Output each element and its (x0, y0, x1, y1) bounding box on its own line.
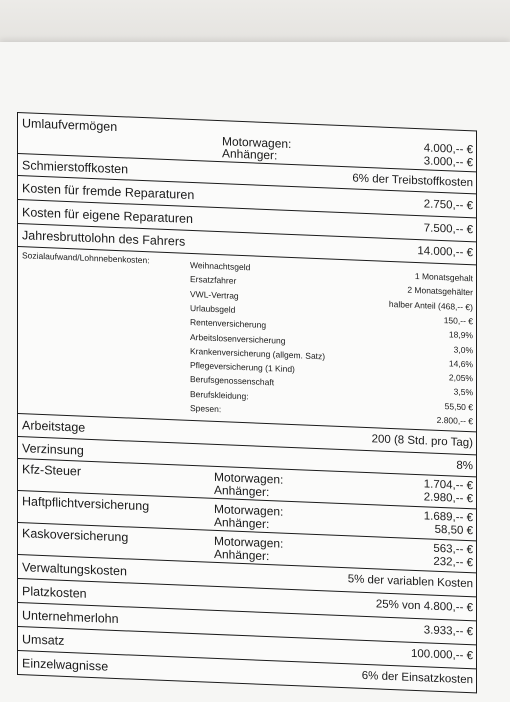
social-cost-item-name: Urlaubsgeld (190, 302, 236, 315)
row-label: Unternehmerlohn (22, 608, 119, 627)
row-value: 2.750,-- € (423, 198, 473, 213)
social-cost-item-value: halber Anteil (468,-- €) (388, 298, 473, 312)
row-sublabel: Motorwagen: (214, 501, 284, 519)
social-cost-item-name: Pflegeversicherung (1 Kind) (190, 360, 295, 375)
social-cost-item-name: Berufskleidung: (190, 388, 249, 401)
social-cost-item-name: Rentenversicherung (190, 317, 267, 331)
row-sublabel: Anhänger: (214, 482, 270, 500)
row-value: 3.000,-- € (423, 155, 473, 170)
row-value: 5% der variablen Kosten (347, 573, 473, 591)
row-label: Haftpflichtversicherung (22, 494, 150, 514)
document-page (17, 112, 477, 700)
social-cost-item-value: 2 Monatsgehälter (407, 284, 473, 298)
social-cost-item-value: 2,05% (448, 372, 473, 384)
row-value: 7.500,-- € (423, 222, 473, 237)
row-value: 1.704,-- € (423, 478, 473, 493)
row-label: Schmierstoffkosten (22, 158, 129, 177)
row-sublabel: Anhänger: (214, 546, 270, 564)
row-label: Verzinsung (22, 441, 84, 458)
row-label: Jahresbruttolohn des Fahrers (22, 228, 186, 249)
social-cost-item-name: Spesen: (190, 402, 222, 415)
row-value: 6% der Einsatzkosten (361, 669, 473, 687)
row-label: Umlaufvermögen (22, 116, 118, 135)
row-value: 200 (8 Std. pro Tag) (371, 433, 473, 450)
row-sublabel: Anhänger: (222, 146, 278, 163)
social-cost-item-name: Ersatzfahrer (190, 274, 237, 287)
table-row-social-costs (18, 247, 476, 432)
row-value: 232,-- € (433, 555, 473, 570)
row-value: 100.000,-- € (410, 647, 473, 663)
social-cost-item-name: VWL-Vertrag (190, 288, 239, 301)
social-cost-item-name: Weihnachtsgeld (190, 259, 251, 273)
social-cost-item-value: 55,50 € (444, 400, 473, 413)
row-label: Sozialaufwand/Lohnnebenkosten: (22, 250, 150, 266)
row-value: 1.689,-- € (423, 510, 473, 525)
row-label: Kosten für fremde Reparaturen (22, 181, 195, 203)
social-cost-item-value: 150,-- € (443, 315, 473, 327)
row-value: 563,-- € (433, 542, 473, 557)
row-value: 14.000,-- € (417, 245, 473, 260)
social-cost-item-value: 18,9% (448, 329, 473, 341)
social-cost-item-value: 1 Monatsgehalt (414, 270, 473, 284)
row-label: Platzkosten (22, 584, 87, 601)
social-cost-item-value: 14,6% (448, 358, 473, 370)
row-label: Umsatz (22, 632, 65, 648)
social-cost-item-name: Berufsgenossenschaft (190, 374, 275, 388)
row-value: 6% der Treibstoffkosten (352, 172, 473, 190)
row-value: 25% von 4.800,-- € (375, 598, 473, 615)
row-value: 58,50 € (434, 523, 473, 538)
row-label: Arbeitstage (22, 418, 86, 435)
social-cost-item-name: Krankenversicherung (allgem. Satz) (190, 345, 326, 362)
row-value: 4.000,-- € (423, 142, 473, 157)
row-sublabel: Motorwagen: (214, 469, 284, 487)
row-label: Kaskoversicherung (22, 526, 129, 545)
row-sublabel: Motorwagen: (222, 134, 292, 152)
row-value: 3.933,-- € (423, 624, 473, 639)
row-value: 8% (456, 459, 473, 473)
row-sublabel: Motorwagen: (214, 533, 284, 551)
row-value: 2.980,-- € (423, 491, 473, 506)
social-cost-item-value: 2.800,-- € (436, 414, 473, 427)
row-label: Kfz-Steuer (22, 462, 82, 479)
row-label: Kosten für eigene Reparaturen (22, 205, 193, 227)
social-cost-item-value: 3,5% (453, 386, 473, 398)
social-cost-item-name: Arbeitslosenversicherung (190, 331, 286, 346)
row-label: Einzelwagnisse (22, 656, 109, 674)
social-cost-item-value: 3,0% (453, 344, 473, 355)
row-sublabel: Anhänger: (214, 514, 270, 532)
row-label: Verwaltungskosten (22, 560, 127, 579)
cost-table (17, 112, 477, 693)
